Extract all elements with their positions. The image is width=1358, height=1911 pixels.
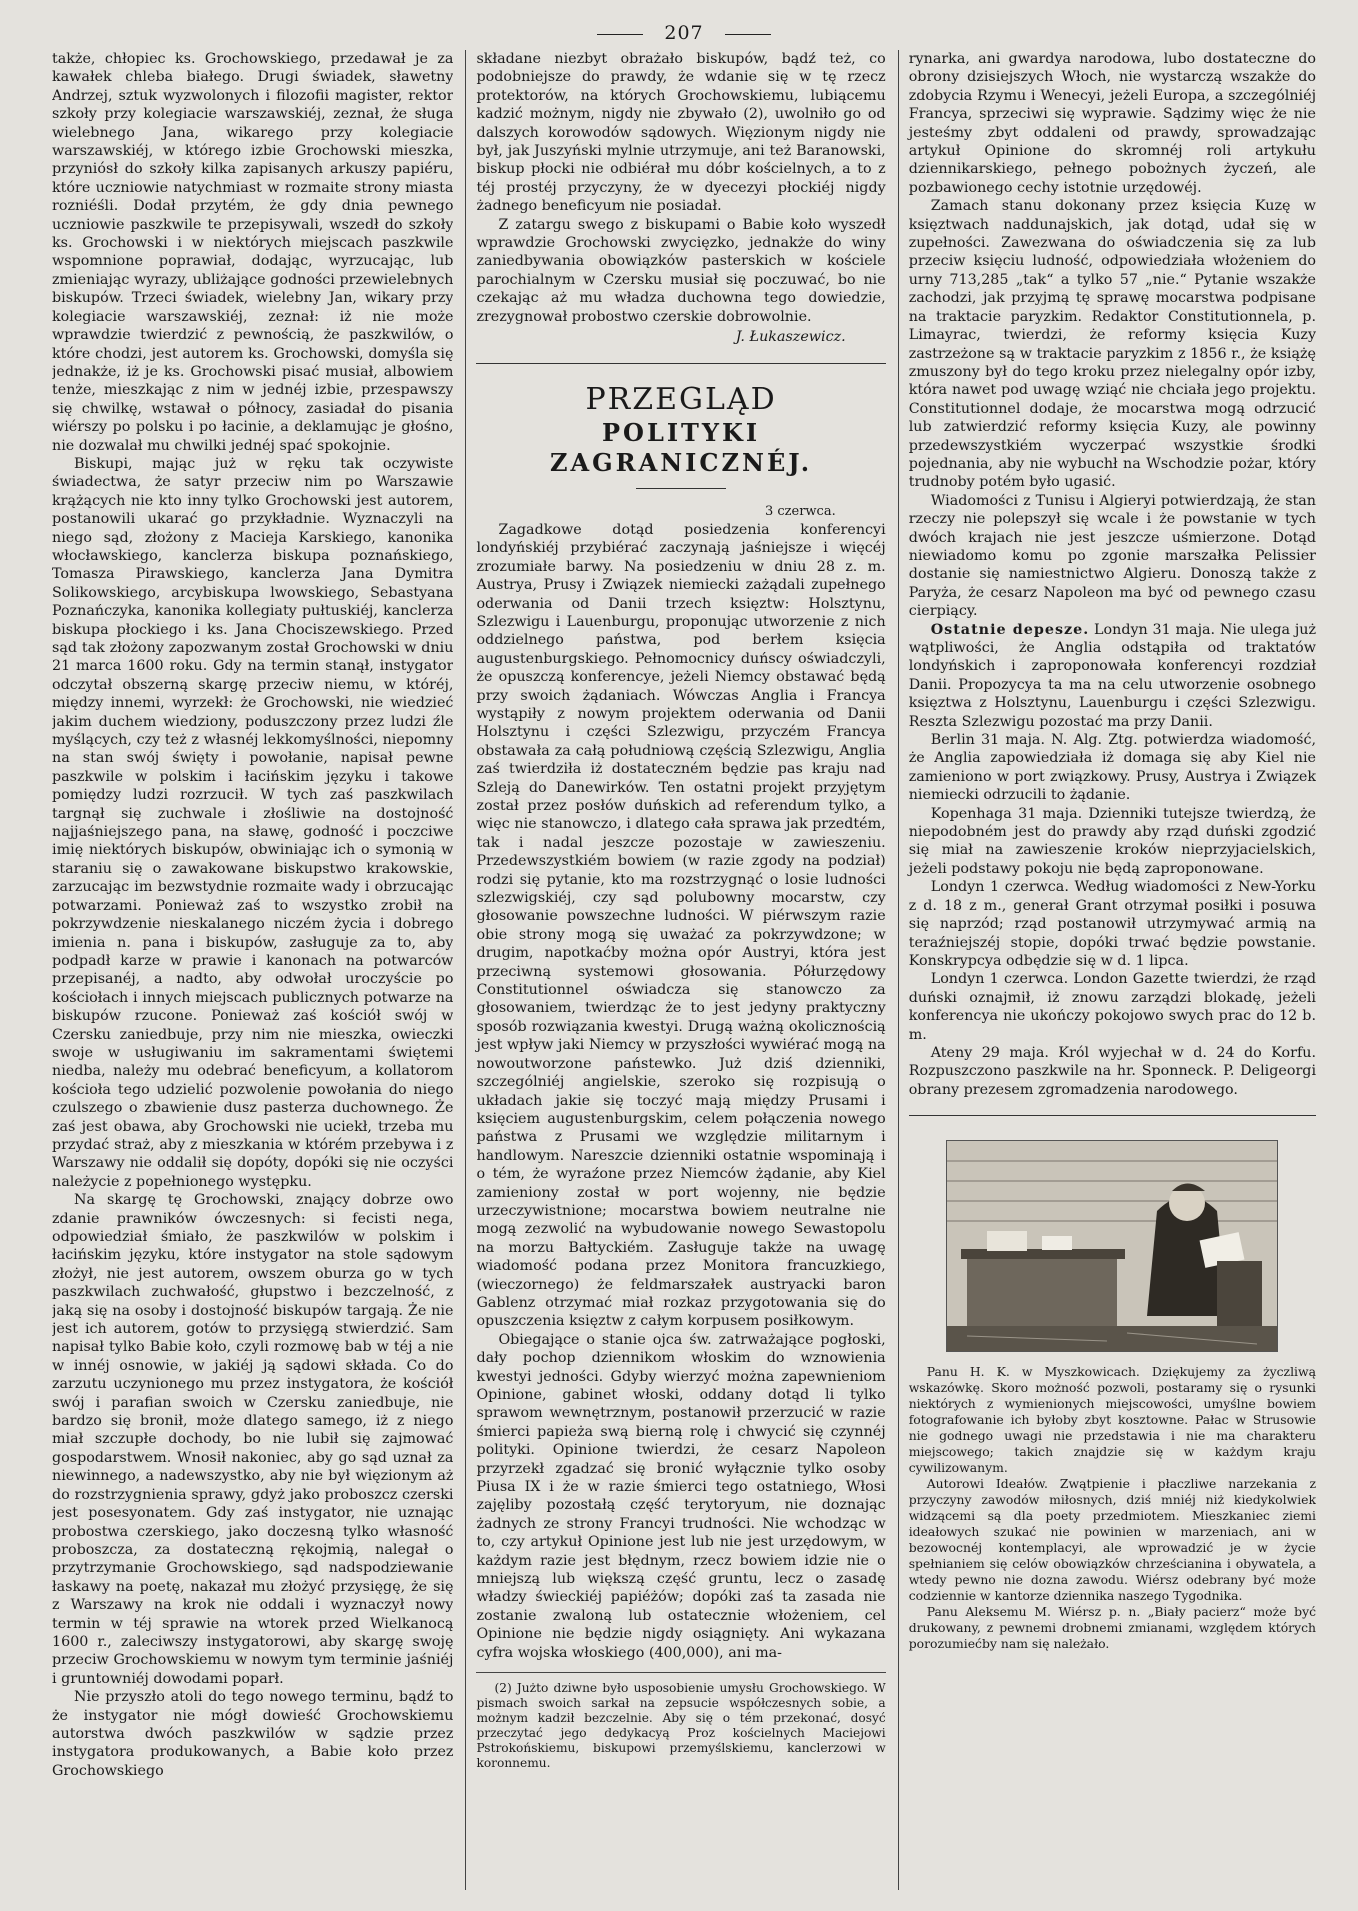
editorial-note: Panu H. K. w Myszkowicach. Dziękujemy za życzliwą wskazówkę. Skoro możność pozwoli, postaramy się o rysunki niektórych z wymienionych miejscowości, umyślne bowiem fotografowanie ich byłoby zbyt kosztowne. Pałac w Strusowie nie godnego uwagi nie przedstawia i nie ma charakteru miejscowego; takich znajdzie się w każdym kraju cywilizowanym. bbox=[908, 1364, 1317, 1476]
paragraph: składane niezbyt obrażało biskupów, bądź też, co podobniejsze do prawdy, że wdanie się w tę rzecz protektorów, na których Grochowskiemu, lubiącemu kadzić możnym, nigdy nie zbywało (2), uwolniło go od dalszych korowodów sądowych. Więzionym nigdy nie był, jak Juszyński mylnie utrzymuje, ani też Baranowski, biskup płocki nie odbiérał mu dóbr kościelnych, a to z téj prostéj przyczyny, że w dyecezyi płockiéj nigdy żadnego beneficyum nie posiadał. bbox=[476, 51, 886, 215]
section-divider bbox=[476, 363, 885, 364]
header-dash-left bbox=[597, 34, 643, 35]
footnote-text: (2) Jużto dziwne było usposobienie umysłu Grochowskiego. W pismach swoich sarkał na zepsucie współczesnych sobie, a możnym kadził bezczelnie. Aby się o tém przekonać, dosyć przeczytać jego dedykacyą Proz kościelnych Maciejowi Pstrokońskiemu, biskupowi przemyślskiemu, kanclerzowi w koronnemu. bbox=[476, 1681, 886, 1771]
paragraph: rynarka, ani gwardya narodowa, lubo dostateczne do obrony dzisiejszych Włoch, nie wystarczą wszakże do zdobycia Rzymu i Wenecyi, jeżeli Europa, a szczególniéj Francya, sprzeciwi się wyprawie. Sądzimy więc że nie jesteśmy zbyt oddaleni od prawdy, sprowadzając artykuł Opinione do skromnéj roli artykułu dziennikarskiego, pełnego pobożnych życzeń, ale pozbawionego cechy istotnie urzędowéj. bbox=[908, 51, 1317, 196]
paragraph: Na skargę tę Grochowski, znający dobrze owo zdanie prawników ówczesnych: si fecisti nega, odpowiedział śmiało, że paszkwilów w polskim i łacińskim języku, które instygator na stole sądowym złożył, nie jest autorem, owszem oburza go w tych paszkwilach zuchwałość, głupstwo i bezczelność, z jaką się na osoby i dostojność biskupów targają. Że nie jest ich autorem, gotów to przysięgą stwierdzić. Sam napisał tylko Babie koło, czyli rozmowę bab w téj a nie w innéj osnowie, w jakiéj ją sądowi składa. Co do zarzutu uczynionego mu przez instygatora, że kościół swój i parafian swoich w Czersku zaniedbuje, nie bardzo się bronił, może dlatego samego, iż z niego miał szczupłe dochody, bo nie lubił się zajmować gospodarstwem. Wnosił nakoniec, aby go sąd uznał za niewinnego, a nadewszystko, aby nie był więzionym aż do rozstrzygnienia sprawy, gdyż jako proboszcz czerski jest posesyonatem. Gdy zaś instygator, nie uznając probostwa czerskiego, jako doczesną tylko własność proboszcza, za dostateczną rękojmią, nalegał o przytrzymanie Grochowskiego, sąd nadspodziewanie łaskawy na poetę, nakazał mu złożyć przysięgę, że się z Warszawy na krok nie oddali i wyznaczył nowy termin w téj sprawie na wtorek przed Wielkanocą 1600 r., zaleciwszy instygatorowi, aby skargę swoję przeciw Grochowskiemu w nowym tym terminie jaśniéj i gruntowniéj dowodami poparł. bbox=[52, 1192, 454, 1687]
dispatch: Londyn 1 czerwca. Według wiadomości z New-Yorku z d. 18 z m., generał Grant otrzymał posiłki i posuwa się naprzód; rząd postanowił utrzymywać armią na teraźniejszéj stopie, dopóki trwać będzie powstanie. Konskrypcya odbędzie się w d. 1 lipca. bbox=[908, 879, 1317, 969]
section-title bbox=[476, 382, 885, 478]
dispatches-heading: Ostatnie depesze. bbox=[930, 621, 1090, 638]
dispatch: Londyn 1 czerwca. London Gazette twierdzi, że rząd duński oznajmił, iż znowu zarządzi blokadę, jeżeli konferencya nie ukończy pokojowo swych prac do 12 b. m. bbox=[908, 971, 1317, 1043]
paragraph: Wiadomości z Tunisu i Algieryi potwierdzają, że stan rzeczy nie polepszył się wcale i że powstanie w tych dwóch krajach nie jest jeszcze uśmierzone. Dotąd niewiadomo komu po zgonie marszałka Pelissier dostanie się namiestnictwo Algieru. Donoszą także z Paryża, że cesarz Napoleon ma być od pewnego czasu cierpiący. bbox=[908, 492, 1317, 620]
section-title-line-2: POLITYKI ZAGRANICZNÉJ. bbox=[550, 417, 813, 477]
footnote bbox=[476, 1672, 885, 1771]
dispatch: Ateny 29 maja. Król wyjechał w d. 24 do Korfu. Rozpuszczono paszkwile na hr. Sponneck. P. Deligeorgi obrany prezesem zgromadzenia narodowego. bbox=[908, 1044, 1317, 1098]
section-title-line-1: PRZEGLĄD bbox=[585, 381, 777, 417]
paragraph: Biskupi, mając już w ręku tak oczywiste świadectwa, że satyr przeciw nim po Warszawie krążących nie kto inny tylko Grochowski jest autorem, postanowili ukarać go przykładnie. Wyznaczyli na niego sąd, złożony z Macieja Karskiego, kanonika włocławskiego, kanclerza biskupa poznańskiego, Tomasza Pirawskiego, kanclerza Jana Dymitra Solikowskiego, arcybiskupa lwowskiego, Sebastyana Poznańczyka, kanonika kollegiaty pułtuskiéj, kanclerza biskupa płockiego i ks. Jana Chociszewskiego. Przed sąd tak złożony zapozwanym został Grochowski w dniu 21 marca 1600 roku. Gdy na termin stanął, instygator odczytał obszerną skargę przeciw niemu, w któréj, między innemi, wyrzekł: że Grochowski, nie wiedzieć jakim duchem wiedziony, poduszczony przez ludzi źle myślących, czy też z własnéj lekkomyślności, niepomny na stan swój święty i powołanie, napisał pewne paszkwile w polskim i łacińskim języku i takowe pomiędzy ludzi rozrzucił. W tych zaś paszkwilach targnął się zuchwale i złośliwie na dostojność najjaśniejszego pana, na sławę, godność i poczciwe imię niektórych biskupów, obwiniając ich o symonią w staraniu się o zawakowane biskupstwo krakowskie, zarzucając im bezwstydnie rozmaite wady i obrzucając potwarzami. Ponieważ zaś to wszystko zrobił na pokrzywdzenie nieskalanego niczém życia i dobrego imienia n. pana i biskupów, zasługuje za to, aby podpadł karze w prawie i kanonach na potwarców przepisanéj, a nadto, aby odwołał uroczyście po kościołach i innych miejscach publicznych potwarze na biskupów rzucone. Ponieważ zaś kościół swój w Czersku zaniedbuje, przy nim nie mieszka, owieczki swoje w usługiwaniu im sakramentami świętemi niedba, należy mu odebrać beneficyum, a kollatorom kościoła tego udzielić pozwolenie powołania do niego czulszego o zbawienie dusz pasterza duchownego. Że zaś jest obawa, aby Grochowski nie uciekł, trzeba mu przydać straż, aby z mieszkania w którém przebywa i z Warszawy nie oddalił się dopóty, dopóki się nie oczyści należycie z popełnionego występku. bbox=[52, 455, 454, 1190]
dispatch: Berlin 31 maja. N. Alg. Ztg. potwierdza wiadomość, że Anglia zapowiedziała iż domaga się aby Kiel nie zamieniono w port związkowy. Prusy, Austrya i Związek niemiecki odrzucili to żądanie. bbox=[908, 732, 1317, 804]
paragraph: Z zatargu swego z biskupami o Babie koło wyszedł wprawdzie Grochowski zwycięzko, jednakże do winy zaniedbywania obowiązków pasterskich w kościele parochialnym w Czersku musiał się poczuwać, bo nie czekając aż mu władza duchowna tego dowiedzie, zrezygnował probostwo czerskie dobrowolnie. bbox=[476, 216, 886, 325]
editorial-notes bbox=[909, 1364, 1316, 1652]
page-number-header bbox=[52, 22, 1316, 50]
paragraph: Zagadkowe dotąd posiedzenia konferencyi londyńskiéj przybiérać zaczynają jaśniejsze i więcéj zrozumiałe barwy. Na posiedzeniu w dniu 28 z. m. Austrya, Prusy i Związek niemiecki zażądali zupełnego oderwania od Danii trzech księztw: Holsztynu, Szlezwigu i Lauenburgu, proponując utworzenie z nich oddzielnego państwa, pod berłem księcia augustenburgskiego. Pełnomocnicy duńscy oświadczyli, że opuszczą konferencye, jeżeli Niemcy obstawać będą przy swoich żądaniach. Wówczas Anglia i Francya wystąpiły z nowym projektem oderwania od Danii Holsztynu i części Szlezwigu, przyczém Francya obstawała za całą południową częścią Szlezwigu, Anglia zaś twierdziła iż dostateczném będzie pas kraju nad Szleją do Danewirków. Ten ostatni projekt przyjętym został przez posłów duńskich ad referendum tylko, a więc nie stanowczo, i dlatego cała sprawa jak przedtém, tak i nadal jeszcze pozostaje w zawieszeniu. Przedewszystkiém bowiem (w razie zgody na podział) rodzi się pytanie, kto ma rozstrzygnąć o losie ludności szlezwigskiéj, czy sąd polubowny mocarstw, czy głosowanie powszechne ludności. W piérwszym razie obie strony mogą się uważać za pokrzywdzone; w drugim, napotkaćby można opór Austryi, która jest przeciwną systemowi głosowania. Półurzędowy Constitutionnel oświadcza się stanowczo za głosowaniem, twierdząc że to jest jedyny praktyczny sposób rozwiązania kwestyi. Drugą ważną okolicznością jest wpływ jaki Niemcy w przyszłości wywiérać mogą na nowoutworzone państewko. Już dziś dzienniki, szczególniéj angielskie, szeroko się rozpisują o układach jakie się toczyć mają między Prusami i księciem augustenburgskim, celem połączenia nowego państwa z Prusami we względzie militarnym i handlowym. Nareszcie dzienniki ostatnie wspominają i o tém, że wyraźone przez Niemców żądanie, aby Kiel zamieniony został w port wojenny, nie będzie urzeczywistnione; mocarstwa bowiem neutralne nie mogą zezwolić na wybudowanie nowego Sewastopolu na morzu Bałtyckiém. Zasługuje także na uwagę wiadomość podana przez Monitora francuzkiego, (wieczornego) że feldmarszałek austryacki baron Gablenz otrzymać miał rozkaz przygotowania się do opuszczenia księztw z całym korpusem posiłkowym. bbox=[476, 521, 886, 1330]
editorial-note: Autorowi Ideałów. Zwątpienie i płaczliwe narzekania z przyczyny zawodów miłosnych, dziś mniéj niż kiedykolwiek widzącemi są dla poety przedmiotem. Mieszkaniec ziemi ideałowych szukać nie powinien w marzeniach, ani w bezowocnéj kontemplacyi, ale wprowadzić je w życie spełnianiem się celów obowiązków chrześcianina i obywatela, a wtedy pewno nie dozna zawodu. Wiérsz odebrany być może codziennie w kantorze dziennika naszego Tygodnika. bbox=[908, 1476, 1317, 1604]
dateline: 3 czerwca. bbox=[764, 503, 836, 519]
column-3 bbox=[898, 50, 1316, 1890]
header-dash-right bbox=[725, 34, 771, 35]
columns bbox=[52, 50, 1316, 1890]
dispatches-paragraph bbox=[909, 621, 1316, 731]
engraving-illustration bbox=[946, 1140, 1278, 1352]
engraving-icon bbox=[947, 1141, 1277, 1351]
section-divider bbox=[909, 1115, 1316, 1116]
author-signature: J. Łukaszewicz. bbox=[735, 329, 846, 346]
column-2 bbox=[465, 50, 885, 1890]
page-number: 207 bbox=[664, 22, 704, 44]
paragraph: Zamach stanu dokonany przez księcia Kuzę w księztwach naddunajskich, jak dotąd, udał się w zupełności. Zawezwana do oświadczenia się za lub przeciw księciu ludność, odpowiedziała włożeniem do urny 713,285 „tak“ a tylko 57 „nie.“ Pytanie wszakże zachodzi, jak przyjmą tę sprawę mocarstwa podpisane na traktacie paryzkim. Redaktor Constitutionnela, p. Limayrac, twierdzi, że reformy księcia Kuzy zastrzeżone są w traktacie paryzkim z 1856 r., że książę zmuszony był do tego kroku przez nielegalny opór izby, która nawet pod uwagę wziąć nie chciała jego projektu. Constitutionnel dodaje, że mocarstwa mogą odrzucić lub zatwierdzić reformy księcia Kuzy, ale powinny przedewszystkiém wyczerpać wszystkie środki pojednania, aby nie wybuchł na Wschodzie pożar, który trudnoby potém było ugasić. bbox=[908, 198, 1317, 491]
column-1 bbox=[52, 50, 453, 1890]
paragraph: Obiegające o stanie ojca św. zatrważające pogłoski, dały pochop dziennikom włoskim do wznowienia kwestyi jedności. Gdyby wierzyć można zapewnieniom Opinione, gabinet włoski, oddany dotąd li tylko sprawom wewnętrznym, postanowił przerzucić w razie śmierci papieża swą bierną rolę i chwycić się czynnéj polityki. Opinione twierdzi, że cesarz Napoleon przyrzekł zgadzać się bronić wyłącznie tylko osoby Piusa IX i że w razie śmierci tego ostatniego, Włosi zajęliby pozostałą część terytoryum, nie doznając żadnych ze strony Francyi trudności. Nie wchodząc w to, czy artykuł Opinione jest lub nie jest urzędowym, w każdym razie jest błędnym, rzecz bowiem idzie nie o mniejszą lub większą część gruntu, lecz o zasadę władzy świeckiéj papiéżów; dopóki zaś ta zasada nie zostanie zwaloną lub ostatecznie włożeniem, cel Opinione nie będzie nigdy osiągnięty. Ani wykazana cyfra wojska włoskiego (400,000), ani ma- bbox=[476, 1331, 886, 1661]
dispatch: Kopenhaga 31 maja. Dzienniki tutejsze twierdzą, że niepodobném jest do prawdy aby rząd duński zgodzić się miał na zawieszenie kroków nieprzyjacielskich, jeżeli podstawy pokoju nie będą zaproponowane. bbox=[908, 805, 1317, 877]
title-underline bbox=[636, 488, 726, 489]
dispatch-text: Londyn 31 maja. Nie ulega już wątpliwości, że Anglia odstąpiła od traktatów londyńskich i zaproponowała konferencyi rozdział Danii. Propozycya ta ma na celu utworzenie osobnego księztwa z Holsztynu, Lauenburgu i części Szlezwigu. Reszta Szlezwigu pozostać ma przy Danii. bbox=[908, 621, 1317, 730]
paragraph: także, chłopiec ks. Grochowskiego, przedawał je za kawałek chleba białego. Drugi świadek, sławetny Andrzej, sztuk wyzwolonych i filozofii magister, rektor szkoły przy kolegiacie warszawskiéj, zeznał, że sługa wielebnego Jana, wikarego przy kolegiacie warszawskiéj, w którego izbie Grochowski mieszka, przyniósł do szkoły kilka zapisanych arkuszy papiéru, które uczniowie natychmiast w rozmaite strony miasta rozniéśli. Dodał przytém, że gdy dnia pewnego uczniowie paszkwile te przepisywali, wszedł do szkoły ks. Grochowski i w niektórych miejscach paszkwile wspomnione poprawiał, dodając, wyrzucając, lub zmieniając wyrazy, ubliżające godności przewielebnych biskupów. Trzeci świadek, wielebny Jan, wikary przy kolegiacie warszawskiéj, zeznał: iż nie może wprawdzie twierdzić z pewnością, że paszkwilów, o które chodzi, jest autorem ks. Grochowski, domyśla się jednakże, iż je ks. Grochowski pisać musiał, albowiem tenże, mieszkając z nim w jednéj izbie, przespawszy się chwilkę, wstawał o północy, zasiadał do pisania wiérszy po polsku i po łacinie, a deklamując je głośno, nie dozwalał mu chwilki jednéj spać spokojnie. bbox=[52, 51, 454, 454]
paragraph: Nie przyszło atoli do tego nowego terminu, bądź to że instygator nie mógł dowieść Grochowskiemu autorstwa dwóch paszkwilów w sądzie przez instygatora produkowanych, a Babie koło przez Grochowskiego bbox=[52, 1689, 454, 1779]
editorial-note: Panu Aleksemu M. Wiérsz p. n. „Biały pacierz“ może być drukowany, z pewnemi drobnemi zmianami, względem których porozumiećby nam się należało. bbox=[908, 1604, 1317, 1652]
